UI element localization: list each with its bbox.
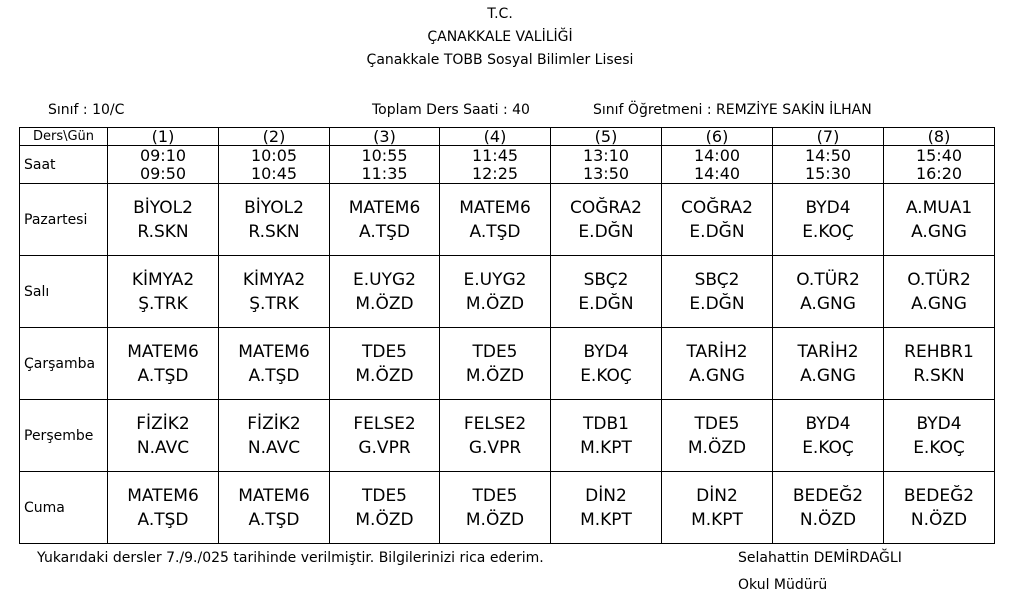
teacher-code: A.TŞD [248,365,300,386]
period-times [662,146,773,184]
teacher-code: M.KPT [580,509,632,530]
course-code: E.UYG2 [463,269,527,290]
period-number-row [20,128,995,146]
teacher-code: M.ÖZD [687,437,747,458]
course-code: TDE5 [361,485,408,506]
period-number: (6) [662,128,773,146]
period-end-time: 16:20 [915,163,963,183]
lesson-cell [108,328,219,400]
course-code: DİN2 [696,485,738,506]
teacher-code: G.VPR [468,437,522,458]
period-end-time: 09:50 [139,163,187,183]
period-number: (4) [440,128,551,146]
lesson-cell [330,400,440,472]
lesson-cell [662,472,773,544]
course-code: BYD4 [916,413,962,434]
lesson-cell [773,184,884,256]
teacher-code: E.DĞN [689,221,745,242]
course-code: O.TÜR2 [907,269,971,290]
class-info: Sınıf : 10/C [48,102,125,118]
lesson-cell [219,400,330,472]
course-code: BEDEĞ2 [792,485,864,506]
teacher-code: E.KOÇ [913,437,965,458]
course-code: MATEM6 [127,341,199,362]
teacher-code: M.ÖZD [355,509,414,530]
period-start-time: 13:10 [582,145,630,165]
lesson-cell [773,328,884,400]
period-number: (8) [884,128,995,146]
course-code: FELSE2 [353,413,416,434]
header-school-name: Çanakkale TOBB Sosyal Bilimler Lisesi [366,52,634,68]
period-times [884,146,995,184]
header-tc: T.C. [487,6,513,22]
period-start-time: 10:55 [361,145,408,165]
lesson-cell [884,472,995,544]
period-end-time: 12:25 [471,163,519,183]
course-code: COĞRA2 [681,197,753,218]
lesson-cell [440,328,551,400]
lesson-cell [662,184,773,256]
course-code: TDE5 [472,341,518,362]
teacher-code: A.GNG [800,365,856,386]
lesson-cell [108,184,219,256]
period-number: (7) [773,128,884,146]
period-times [219,146,330,184]
period-number: (3) [330,128,440,146]
teacher-code: A.TŞD [137,509,189,530]
day-row-thursday [20,400,995,472]
lesson-cell [551,184,662,256]
lesson-cell [884,184,995,256]
lesson-cell [551,400,662,472]
period-number: (1) [108,128,219,146]
teacher-code: N.ÖZD [799,509,857,530]
course-code: MATEM6 [238,485,310,506]
day-row-tuesday [20,256,995,328]
lesson-cell [884,256,995,328]
course-code: TARİH2 [797,341,859,362]
course-code: KİMYA2 [131,269,195,290]
course-code: SBÇ2 [694,269,740,290]
course-code: TDB1 [583,413,629,434]
period-end-time: 13:50 [582,163,630,183]
course-code: A.MUA1 [905,197,973,218]
day-label: Çarşamba [20,328,108,400]
course-code: BİYOL2 [133,197,193,218]
teacher-code: M.KPT [691,509,743,530]
teacher-code: E.DĞN [578,293,634,314]
course-code: TDE5 [472,485,518,506]
period-number: (5) [551,128,662,146]
teacher-code: A.TŞD [137,365,189,386]
course-code: COĞRA2 [570,197,642,218]
teacher-code: A.GNG [911,293,967,314]
period-end-time: 15:30 [804,163,852,183]
lesson-cell [884,400,995,472]
corner-label: Ders\Gün [20,128,108,146]
day-label: Salı [20,256,108,328]
teacher-code: R.SKN [913,365,965,386]
class-teacher-info: Sınıf Öğretmeni : REMZİYE SAKİN İLHAN [593,102,872,118]
course-code: BYD4 [805,197,851,218]
header-governorship: ÇANAKKALE VALİLİĞİ [427,29,573,45]
lesson-cell [108,256,219,328]
course-code: FİZİK2 [247,413,301,434]
period-start-time: 14:00 [693,145,741,165]
lesson-cell [219,472,330,544]
period-number: (2) [219,128,330,146]
course-code: O.TÜR2 [796,269,860,290]
course-code: TDE5 [694,413,740,434]
lesson-cell [773,256,884,328]
course-code: MATEM6 [127,485,199,506]
course-code: KİMYA2 [242,269,306,290]
teacher-code: G.VPR [358,437,411,458]
lesson-cell [219,256,330,328]
period-times [773,146,884,184]
period-end-time: 10:45 [250,163,298,183]
teacher-code: N.AVC [247,437,301,458]
teacher-code: N.ÖZD [910,509,968,530]
period-times [551,146,662,184]
teacher-code: A.GNG [689,365,745,386]
teacher-code: A.TŞD [248,509,300,530]
lesson-cell [662,328,773,400]
lesson-cell [440,472,551,544]
teacher-code: M.ÖZD [355,293,414,314]
course-code: MATEM6 [459,197,531,218]
lesson-cell [440,256,551,328]
teacher-code: A.TŞD [359,221,410,242]
course-code: TDE5 [361,341,408,362]
teacher-code: E.KOÇ [580,365,632,386]
teacher-code: E.DĞN [578,221,634,242]
principal-name: Selahattin DEMİRDAĞLI [738,550,902,566]
principal-title: Okul Müdürü [738,577,828,593]
teacher-code: M.ÖZD [465,293,525,314]
lesson-cell [773,472,884,544]
lesson-cell [219,184,330,256]
lesson-cell [330,184,440,256]
teacher-code: R.SKN [248,221,300,242]
lesson-cell [662,256,773,328]
day-label: Perşembe [20,400,108,472]
teacher-code: M.ÖZD [465,365,525,386]
period-times [330,146,440,184]
lesson-cell [551,256,662,328]
period-times [108,146,219,184]
course-code: MATEM6 [238,341,310,362]
teacher-code: M.ÖZD [465,509,525,530]
teacher-code: R.SKN [137,221,189,242]
course-code: FİZİK2 [136,413,190,434]
course-code: BYD4 [805,413,851,434]
lesson-cell [773,400,884,472]
course-code: DİN2 [585,485,627,506]
course-code: REHBR1 [904,341,974,362]
lesson-cell [440,400,551,472]
time-label: Saat [20,146,108,184]
lesson-cell [884,328,995,400]
teacher-code: M.ÖZD [355,365,414,386]
period-times [440,146,551,184]
day-label: Pazartesi [20,184,108,256]
period-start-time: 09:10 [139,145,187,165]
lesson-cell [440,184,551,256]
day-row-friday [20,472,995,544]
course-code: TARİH2 [686,341,748,362]
teacher-code: A.GNG [911,221,967,242]
footer-note: Yukarıdaki dersler 7./9./025 tarihinde verilmiştir. Bilgilerinizi rica ederim. [37,550,544,566]
course-code: E.UYG2 [353,269,416,290]
lesson-cell [330,256,440,328]
teacher-code: A.GNG [800,293,856,314]
lesson-cell [551,472,662,544]
teacher-code: E.KOÇ [802,221,854,242]
course-code: MATEM6 [348,197,421,218]
course-code: SBÇ2 [583,269,629,290]
period-start-time: 15:40 [915,145,963,165]
lesson-cell [108,472,219,544]
period-end-time: 14:40 [693,163,741,183]
teacher-code: M.KPT [580,437,632,458]
lesson-cell [330,328,440,400]
lesson-cell [330,472,440,544]
schedule-table [19,127,995,544]
period-start-time: 14:50 [804,145,852,165]
course-code: FELSE2 [463,413,527,434]
day-label: Cuma [20,472,108,544]
course-code: BEDEĞ2 [903,485,975,506]
course-code: BİYOL2 [244,197,304,218]
teacher-code: N.AVC [136,437,190,458]
teacher-code: E.DĞN [689,293,745,314]
lesson-cell [551,328,662,400]
course-code: BYD4 [583,341,629,362]
period-start-time: 11:45 [471,145,519,165]
time-row [20,146,995,184]
lesson-cell [662,400,773,472]
lesson-cell [219,328,330,400]
day-row-monday [20,184,995,256]
teacher-code: Ş.TRK [138,293,188,314]
teacher-code: Ş.TRK [249,293,299,314]
teacher-code: E.KOÇ [802,437,854,458]
total-hours-info: Toplam Ders Saati : 40 [372,102,530,118]
period-end-time: 11:35 [361,163,408,183]
lesson-cell [108,400,219,472]
day-row-wednesday [20,328,995,400]
period-start-time: 10:05 [250,145,298,165]
teacher-code: A.TŞD [469,221,521,242]
